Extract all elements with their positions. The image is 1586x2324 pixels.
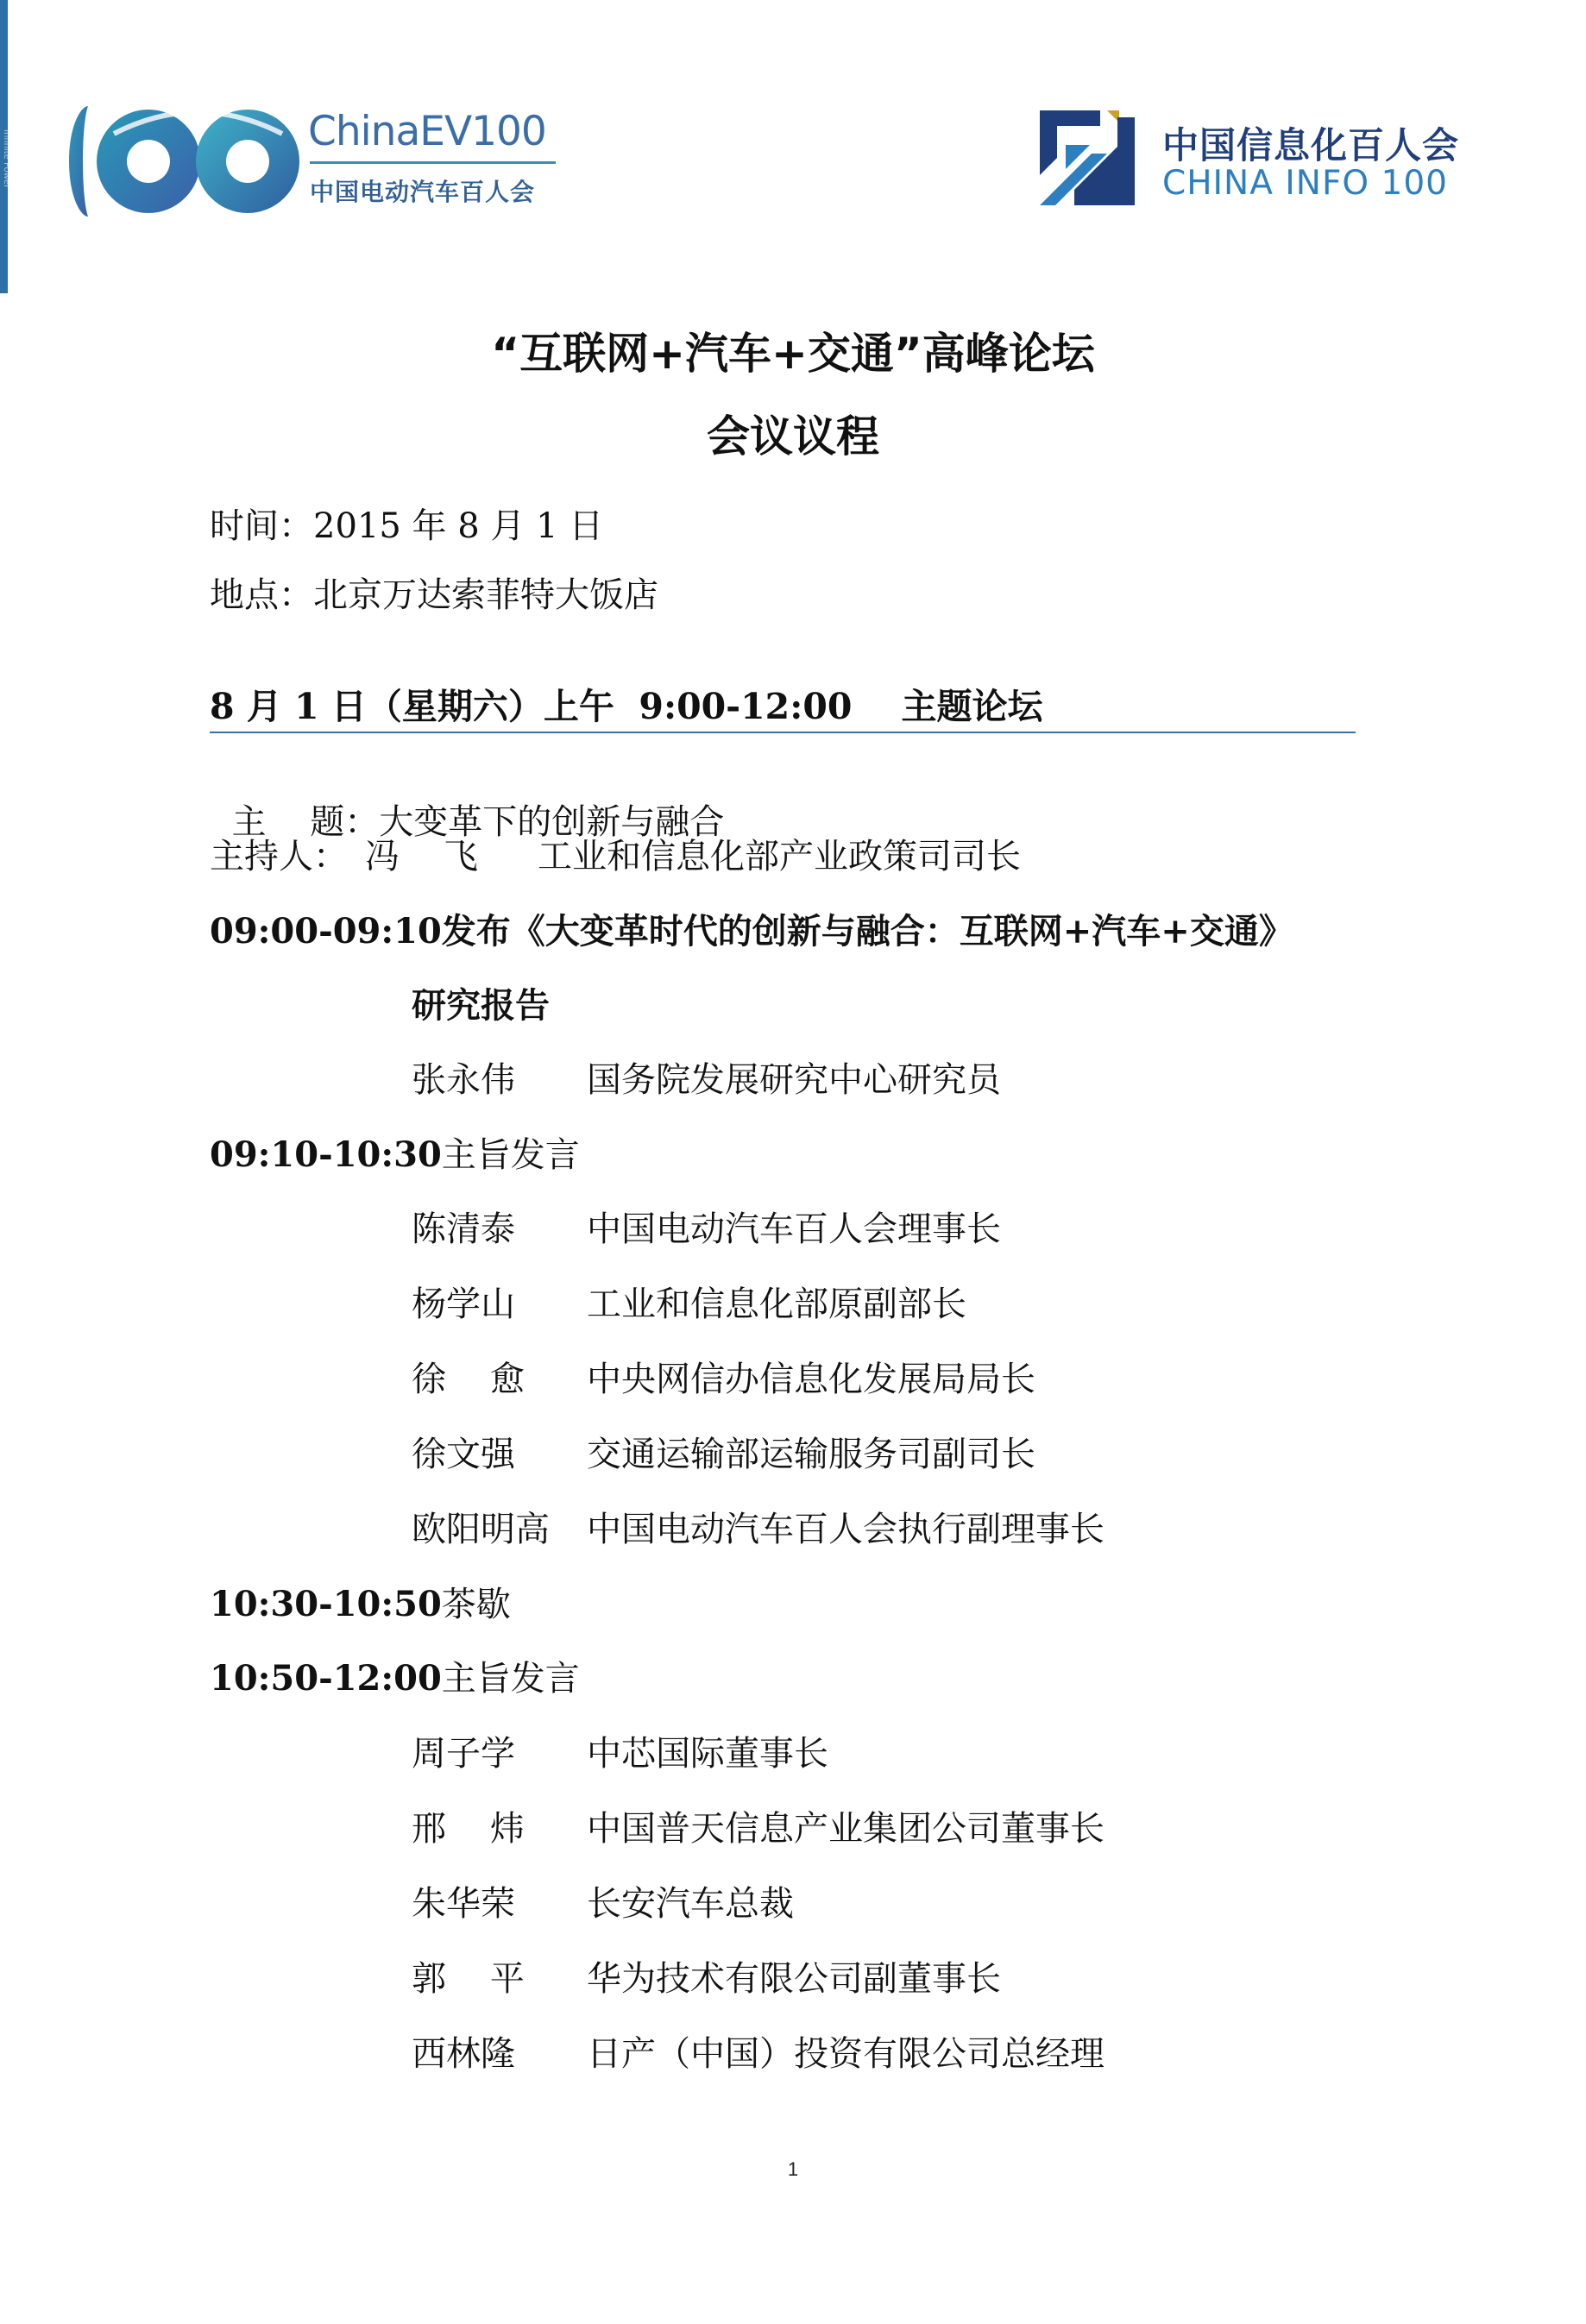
speaker-title: 中芯国际董事长 [587, 1734, 828, 1774]
agenda-item-title: 主旨发言 [441, 1135, 580, 1175]
ev100-subtitle: 中国电动汽车百人会 [310, 178, 536, 206]
china-info100-logo [1040, 110, 1488, 214]
china-ev100-logo [62, 99, 563, 224]
agenda-item-title: 茶歇 [441, 1585, 511, 1624]
speaker-name: 欧阳明高 [412, 1510, 550, 1549]
agenda-item [210, 1651, 580, 1700]
speaker-name: 杨学山 [412, 1284, 515, 1324]
agenda-time: 10:50-12:00 [210, 1658, 442, 1699]
speaker-name: 徐 愈 [412, 1360, 525, 1399]
host-title: 工业和信息化部产业政策司司长 [538, 837, 1021, 876]
speaker-title: 长安汽车总裁 [587, 1884, 794, 1924]
speaker-title: 中国电动汽车百人会理事长 [587, 1209, 1001, 1249]
speaker-title: 中央网信办信息化发展局局长 [587, 1360, 1035, 1399]
ev100-name: ChinaEV100 [308, 108, 546, 155]
ev100-divider [310, 161, 556, 164]
speaker-title: 交通运输部运输服务司副司长 [587, 1435, 1035, 1474]
speaker-name: 徐文强 [412, 1435, 515, 1474]
agenda-item [210, 1577, 511, 1626]
host-row [210, 829, 1418, 876]
edge-watermark-text: Infinite Power [2, 129, 11, 189]
agenda-time: 10:30-10:50 [210, 1584, 442, 1624]
meeting-time: 时间：2015 年 8 月 1 日 [210, 506, 604, 546]
speaker-title: 华为技术有限公司副董事长 [587, 1959, 1001, 1999]
info100-name-en: CHINA INFO 100 [1162, 164, 1448, 203]
info100-name-cn: 中国信息化百人会 [1162, 124, 1460, 166]
speaker-name: 邢 炜 [412, 1809, 525, 1849]
agenda-time: 09:00-09:10 [210, 911, 442, 952]
speaker-name: 周子学 [412, 1734, 515, 1774]
speaker-title: 日产（中国）投资有限公司总经理 [587, 2034, 1105, 2074]
agenda-title: 会议议程 [707, 411, 879, 462]
agenda-item [210, 904, 1293, 953]
page-number: 1 [787, 2158, 799, 2180]
theme-label: 主 题： [231, 802, 380, 842]
speaker-name: 张永伟 [412, 1060, 515, 1100]
session-divider [210, 732, 1356, 733]
speaker-title: 国务院发展研究中心研究员 [587, 1060, 1001, 1100]
agenda-item [210, 1127, 580, 1177]
agenda-item-title: 主旨发言 [441, 1659, 580, 1699]
meeting-place: 地点：北京万达索菲特大饭店 [210, 575, 658, 615]
speaker-title: 中国电动汽车百人会执行副理事长 [587, 1510, 1105, 1549]
speaker-name: 郭 平 [412, 1959, 525, 1999]
speaker-name: 陈清泰 [412, 1209, 515, 1249]
speaker-title: 中国普天信息产业集团公司董事长 [587, 1809, 1105, 1849]
speaker-name: 西林隆 [412, 2034, 515, 2074]
agenda-item-title-cont: 研究报告 [412, 985, 550, 1026]
speaker-title: 工业和信息化部原副部长 [587, 1284, 966, 1324]
info100-mark-icon [1040, 110, 1135, 205]
host-name: 冯 飞 [365, 837, 478, 876]
theme-text: 大变革下的创新与融合 [379, 802, 725, 842]
agenda-time: 09:10-10:30 [210, 1134, 442, 1175]
speaker-name: 朱华荣 [412, 1884, 515, 1924]
forum-title: “互联网+汽车+交通”高峰论坛 [491, 329, 1095, 379]
ev100-mark-icon [62, 99, 304, 224]
host-label: 主持人： [210, 837, 348, 876]
agenda-item-title: 发布《大变革时代的创新与融合：互联网+汽车+交通》 [441, 911, 1293, 952]
session-header: 8 月 1 日（星期六）上午 9:00-12:00 主题论坛 [210, 686, 1043, 727]
